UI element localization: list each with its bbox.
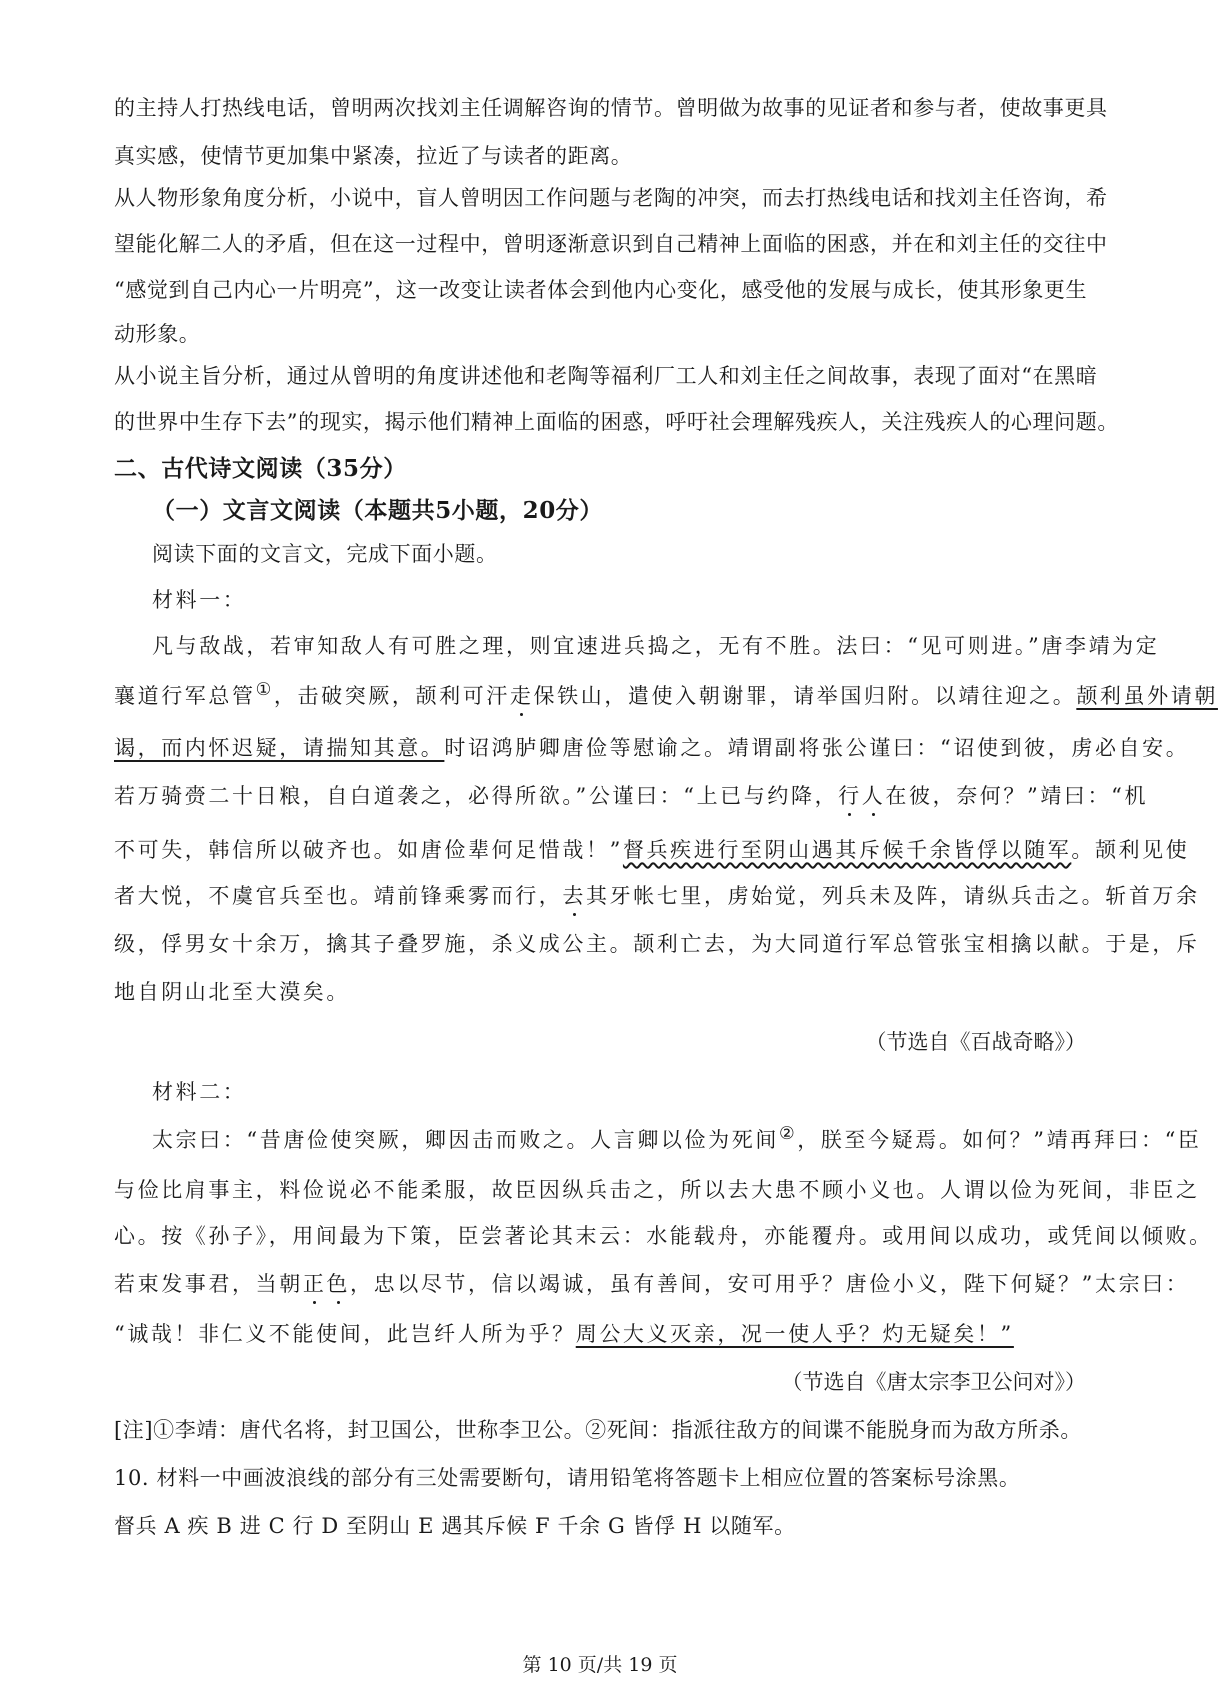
material-two-source: （节选自《唐太宗李卫公问对》） <box>781 1370 1086 1394</box>
material-one-line: 凡与敌战，若审知敌人有可胜之理，则宜速进兵捣之，无有不胜。法曰：“见可则进。”唐李靖为定 <box>152 634 1160 658</box>
section-title: 二、古代诗文阅读（35分） <box>114 455 407 482</box>
question-10-options: 督兵 A 疾 B 进 C 行 D 至阴山 E 遇其斥候 F 千余 G 皆俘 H 以随军。 <box>114 1514 796 1538</box>
footnote-mark: ① <box>255 680 274 700</box>
analysis-line: 的世界中生存下去”的现实，揭示他们精神上面临的困惑，呼吁社会理解残疾人，关注残疾人的心理问题。 <box>114 410 1119 434</box>
underlined-sentence: 谒，而内怀迟疑，请揣知其意。 <box>114 736 445 760</box>
material-two-label: 材料二： <box>152 1080 247 1104</box>
material-one-line: 不可失，韩信所以破齐也。如唐俭辈何足惜哉！”督兵疾进行至阴山遇其斥候千余皆俘以随军。颉利见使 <box>114 838 1190 862</box>
instruction: 阅读下面的文言文，完成下面小题。 <box>152 542 498 566</box>
material-two-line: 若束发事君，当朝正色，忠以尽节，信以竭诚，虽有善间，安可用乎？唐俭小义，陛下何疑？”太宗曰： <box>114 1268 1189 1298</box>
wavy-underlined-sentence: 督兵疾进行至阴山遇其斥候千余皆俘以随军 <box>622 838 1072 862</box>
page-number: 第 10 页/共 19 页 <box>522 1654 678 1676</box>
material-two-line: “诚哉！非仁义不能使间，此岂纤人所为乎？周公大义灭亲，况一使人乎？灼无疑矣！” <box>114 1322 1014 1346</box>
analysis-line: 的主持人打热线电话，曾明两次找刘主任调解咨询的情节。曾明做为故事的见证者和参与者，使故事更具 <box>114 96 1108 120</box>
underlined-sentence: 周公大义灭亲，况一使人乎？灼无疑矣！” <box>575 1322 1014 1346</box>
analysis-line: “感觉到自己内心一片明亮”，这一改变让读者体会到他内心变化，感受他的发展与成长，使其形象更生 <box>114 278 1088 302</box>
material-one-line: 地自阴山北至大漠矣。 <box>114 980 350 1004</box>
material-one-source: （节选自《百战奇略》） <box>865 1030 1086 1054</box>
analysis-paragraph-character: 从人物形象角度分析，小说中，盲人曾明因工作问题与老陶的冲突，而去打热线电话和找刘主任咨询，希 <box>114 186 1108 210</box>
analysis-paragraph-theme: 从小说主旨分析，通过从曾明的角度讲述他和老陶等福利厂工人和刘主任之间故事，表现了面对“在黑暗 <box>114 364 1098 388</box>
annotation-note: [注]①李靖：唐代名将，封卫国公，世称李卫公。②死间：指派往敌方的间谍不能脱身而为敌方所杀。 <box>114 1418 1082 1442</box>
material-one-label: 材料一： <box>152 588 247 612</box>
material-two-line: 心。按《孙子》，用间最为下策，臣尝著论其末云：水能载舟，亦能覆舟。或用间以成功，或凭间以倾败。 <box>114 1224 1213 1248</box>
material-two-line: 与俭比肩事主，料俭说必不能柔服，故臣因纵兵击之，所以去大患不顾小义也。人谓以俭为死间，非臣之 <box>114 1178 1200 1202</box>
material-one-line: 若万骑赍二十日粮，自白道袭之，必得所欲。”公谨曰：“上已与约降，行人在彼，奈何？”靖曰：“机 <box>114 780 1148 810</box>
analysis-line: 真实感，使情节更加集中紧凑，拉近了与读者的距离。 <box>114 144 633 168</box>
material-two-line: 太宗曰：“昔唐俭使突厥，卿因击而败之。人言卿以俭为死间②，朕至今疑焉。如何？”靖再拜曰：“臣 <box>152 1124 1202 1152</box>
question-10-stem: 10. 材料一中画波浪线的部分有三处需要断句，请用铅笔将答题卡上相应位置的答案标号涂黑。 <box>114 1466 1021 1490</box>
footnote-mark: ② <box>778 1124 798 1144</box>
analysis-line: 动形象。 <box>114 322 201 346</box>
section-subtitle: （一）文言文阅读（本题共5小题，20分） <box>152 497 604 524</box>
material-one-line: 者大悦，不虞官兵至也。靖前锋乘雾而行，去其牙帐七里，虏始觉，列兵未及阵，请纵兵击之。斩首万余 <box>114 880 1200 910</box>
material-one-line: 级，俘男女十余万，擒其子叠罗施，杀义成公主。颉利亡去，为大同道行军总管张宝相擒以献。于是，斥 <box>114 932 1200 956</box>
underlined-sentence: 颉利虽外请朝 <box>1076 684 1218 708</box>
material-one-line: 谒，而内怀迟疑，请揣知其意。时诏鸿胪卿唐俭等慰谕之。靖谓副将张公谨曰：“诏使到彼，虏必自安。 <box>114 736 1190 760</box>
analysis-line: 望能化解二人的矛盾，但在这一过程中，曾明逐渐意识到自己精神上面临的困惑，并在和刘主任的交往中 <box>114 232 1108 256</box>
material-one-line: 襄道行军总管①，击破突厥，颉利可汗走保铁山，遣使入朝谢罪，请举国归附。以靖往迎之。颉利虽外请朝 <box>114 680 1218 708</box>
